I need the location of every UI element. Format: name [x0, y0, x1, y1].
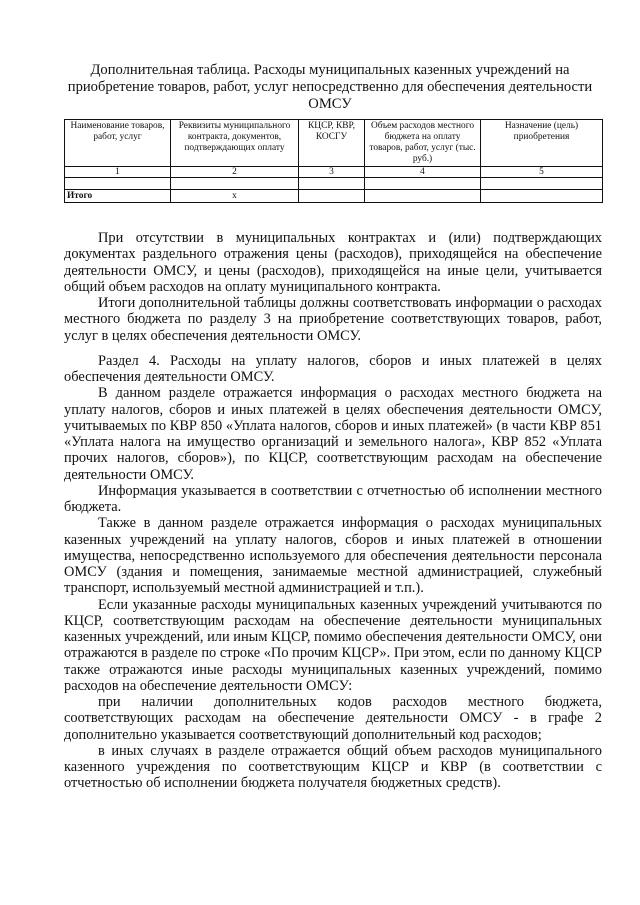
table-header-row [65, 120, 603, 167]
column-number: 4 [365, 167, 481, 178]
paragraph: Если указанные расходы муниципальных казенных учреждений учитываются по КЦСР, соответствующим расходам на обеспечение деятельности муниципальных казенных учреждений, или иным КЦСР, помимо обеспечения деятельности ОМСУ, они отражаются в разделе по строке «По прочим КЦСР». При этом, если по данному КЦСР также отражаются иные расходы муниципальных казенных учреждений, помимо расходов на обеспечение деятельности ОМСУ: [64, 596, 602, 694]
header-purpose: Назначение (цель) приобретения [481, 120, 603, 167]
empty-cell [171, 178, 299, 190]
paragraph: Итоги дополнительной таблицы должны соответствовать информации о расходах местного бюджета по разделу 3 на приобретение соответствующих товаров, работ, услуг в целях обеспечения деятельности ОМСУ. [64, 295, 602, 344]
total-col2-mark: x [171, 190, 299, 203]
empty-cell [481, 190, 603, 203]
paragraph: Также в данном разделе отражается информация о расходах муниципальных казенных учреждений на уплату налогов, сборов и иных платежей в отношении имущества, непосредственно используемого для обеспечения деятельности персонала ОМСУ (здания и помещения, занимаемые местной администрацией, служебный транспорт, используемый местной администрацией и т.п.). [64, 515, 602, 597]
header-expense-volume: Объем расходов местного бюджета на оплату товаров, работ, услуг (тыс. руб.) [365, 120, 481, 167]
section-heading: Раздел 4. Расходы на уплату налогов, сборов и иных платежей в целях обеспечения деятельности ОМСУ. [64, 352, 602, 385]
empty-cell [65, 178, 171, 190]
column-number: 3 [299, 167, 365, 178]
column-number: 2 [171, 167, 299, 178]
total-row [65, 190, 603, 203]
empty-cell [481, 178, 603, 190]
additional-table [64, 119, 603, 203]
header-budget-codes: КЦСР, КВР, КОСГУ [299, 120, 365, 167]
empty-cell [299, 178, 365, 190]
header-goods-name: Наименование товаров, работ, услуг [65, 120, 171, 167]
paragraph: Информация указывается в соответствии с отчетностью об исполнении местного бюджета. [64, 482, 602, 515]
document-body [64, 230, 602, 792]
empty-cell [365, 178, 481, 190]
total-label: Итого [65, 190, 171, 203]
empty-cell [299, 190, 365, 203]
table-title: Дополнительная таблица. Расходы муниципальных казенных учреждений на приобретение товаров, работ, услуг непосредственно для обеспечения деятельности ОМСУ [67, 62, 593, 112]
list-item: в иных случаях в разделе отражается общий объем расходов муниципального казенного учреждения по соответствующим КЦСР и КВР (в соответствии с отчетностью об исполнении бюджета получателя бюджетных средств). [64, 742, 602, 792]
column-number: 5 [481, 167, 603, 178]
column-number: 1 [65, 167, 171, 178]
empty-cell [365, 190, 481, 203]
table-row [65, 178, 603, 190]
list-item: при наличии дополнительных кодов расходов местного бюджета, соответствующих расходам на обеспечение деятельности ОМСУ - в графе 2 дополнительно указывается соответствующий дополнительный код расходов; [64, 694, 602, 743]
paragraph: В данном разделе отражается информация о расходах местного бюджета на уплату налогов, сборов и иных платежей в целях обеспечения деятельности ОМСУ, учитываемых по КВР 850 «Уплата налогов, сборов и иных платежей» (в части КВР 851 «Уплата налога на имущество организаций и земельного налога», КВР 852 «Уплата прочих налогов, сборов»), по КЦСР, соответствующим расходам на обеспечение деятельности ОМСУ. [64, 385, 602, 483]
header-contract-details: Реквизиты муниципального контракта, документов, подтверждающих оплату [171, 120, 299, 167]
column-number-row [65, 167, 603, 178]
paragraph: При отсутствии в муниципальных контрактах и (или) подтверждающих документах раздельного отражения цены (расходов), приходящейся на обеспечение деятельности ОМСУ, и цены (расходов), приходящейся на иные цели, учитывается общий объем расходов на оплату муниципального контракта. [64, 230, 602, 295]
